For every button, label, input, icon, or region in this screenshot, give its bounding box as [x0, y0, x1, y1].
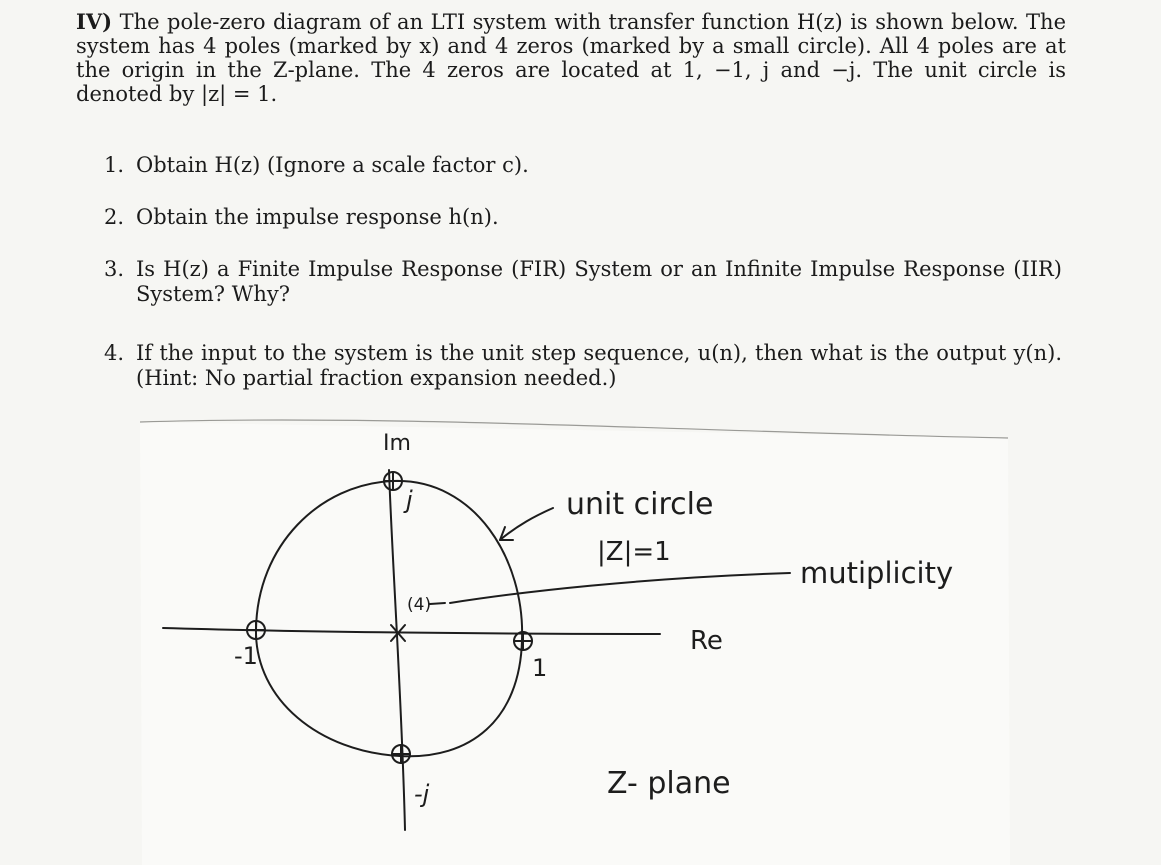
question-text: If the input to the system is the unit step sequence, u(n), then what is the output y(n). (Hint: No partial fraction expansion needed.) — [136, 341, 1062, 390]
problem-intro-text: The pole-zero diagram of an LTI system with transfer function H(z) is shown below. The system has 4 poles (marked by x) and 4 zeros (marked by a small circle). All 4 poles are at the origin in the Z-plane. The 4 zeros are located at 1, −1, j and −j. The unit circle is denoted by |z| = 1. — [76, 10, 1066, 106]
zero-label-1: 1 — [532, 654, 548, 682]
zero-label-neg-1: -1 — [234, 642, 258, 670]
question-number: 4. — [104, 341, 125, 365]
zero-marker-1 — [514, 632, 532, 650]
imaginary-axis-label: Im — [383, 431, 411, 456]
zero-marker-neg-1 — [247, 621, 265, 639]
zero-marker-neg-j — [392, 745, 410, 763]
question-text: Obtain the impulse response h(n). — [136, 205, 499, 229]
zero-marker-j — [384, 472, 402, 490]
zero-label-neg-j: -j — [414, 780, 430, 808]
problem-label: IV) — [76, 9, 113, 34]
multiplicity-value: (4) — [407, 595, 432, 615]
z-plane-label: Z- plane — [607, 766, 731, 801]
unit-circle-equation: |Z|=1 — [597, 537, 671, 567]
question-number: 1. — [104, 153, 125, 177]
question-number: 3. — [104, 257, 125, 281]
multiplicity-dash — [430, 603, 445, 604]
zero-label-j: j — [406, 486, 413, 514]
question-text: Obtain H(z) (Ignore a scale factor c). — [136, 153, 529, 177]
question-number: 2. — [104, 205, 125, 229]
unit-circle-label: unit circle — [566, 487, 714, 522]
question-text: Is H(z) a Finite Impulse Response (FIR) System or an Infinite Impulse Response (IIR) System? Why? — [136, 257, 1062, 306]
multiplicity-label: mutiplicity — [800, 556, 954, 590]
real-axis-label: Re — [690, 626, 723, 656]
